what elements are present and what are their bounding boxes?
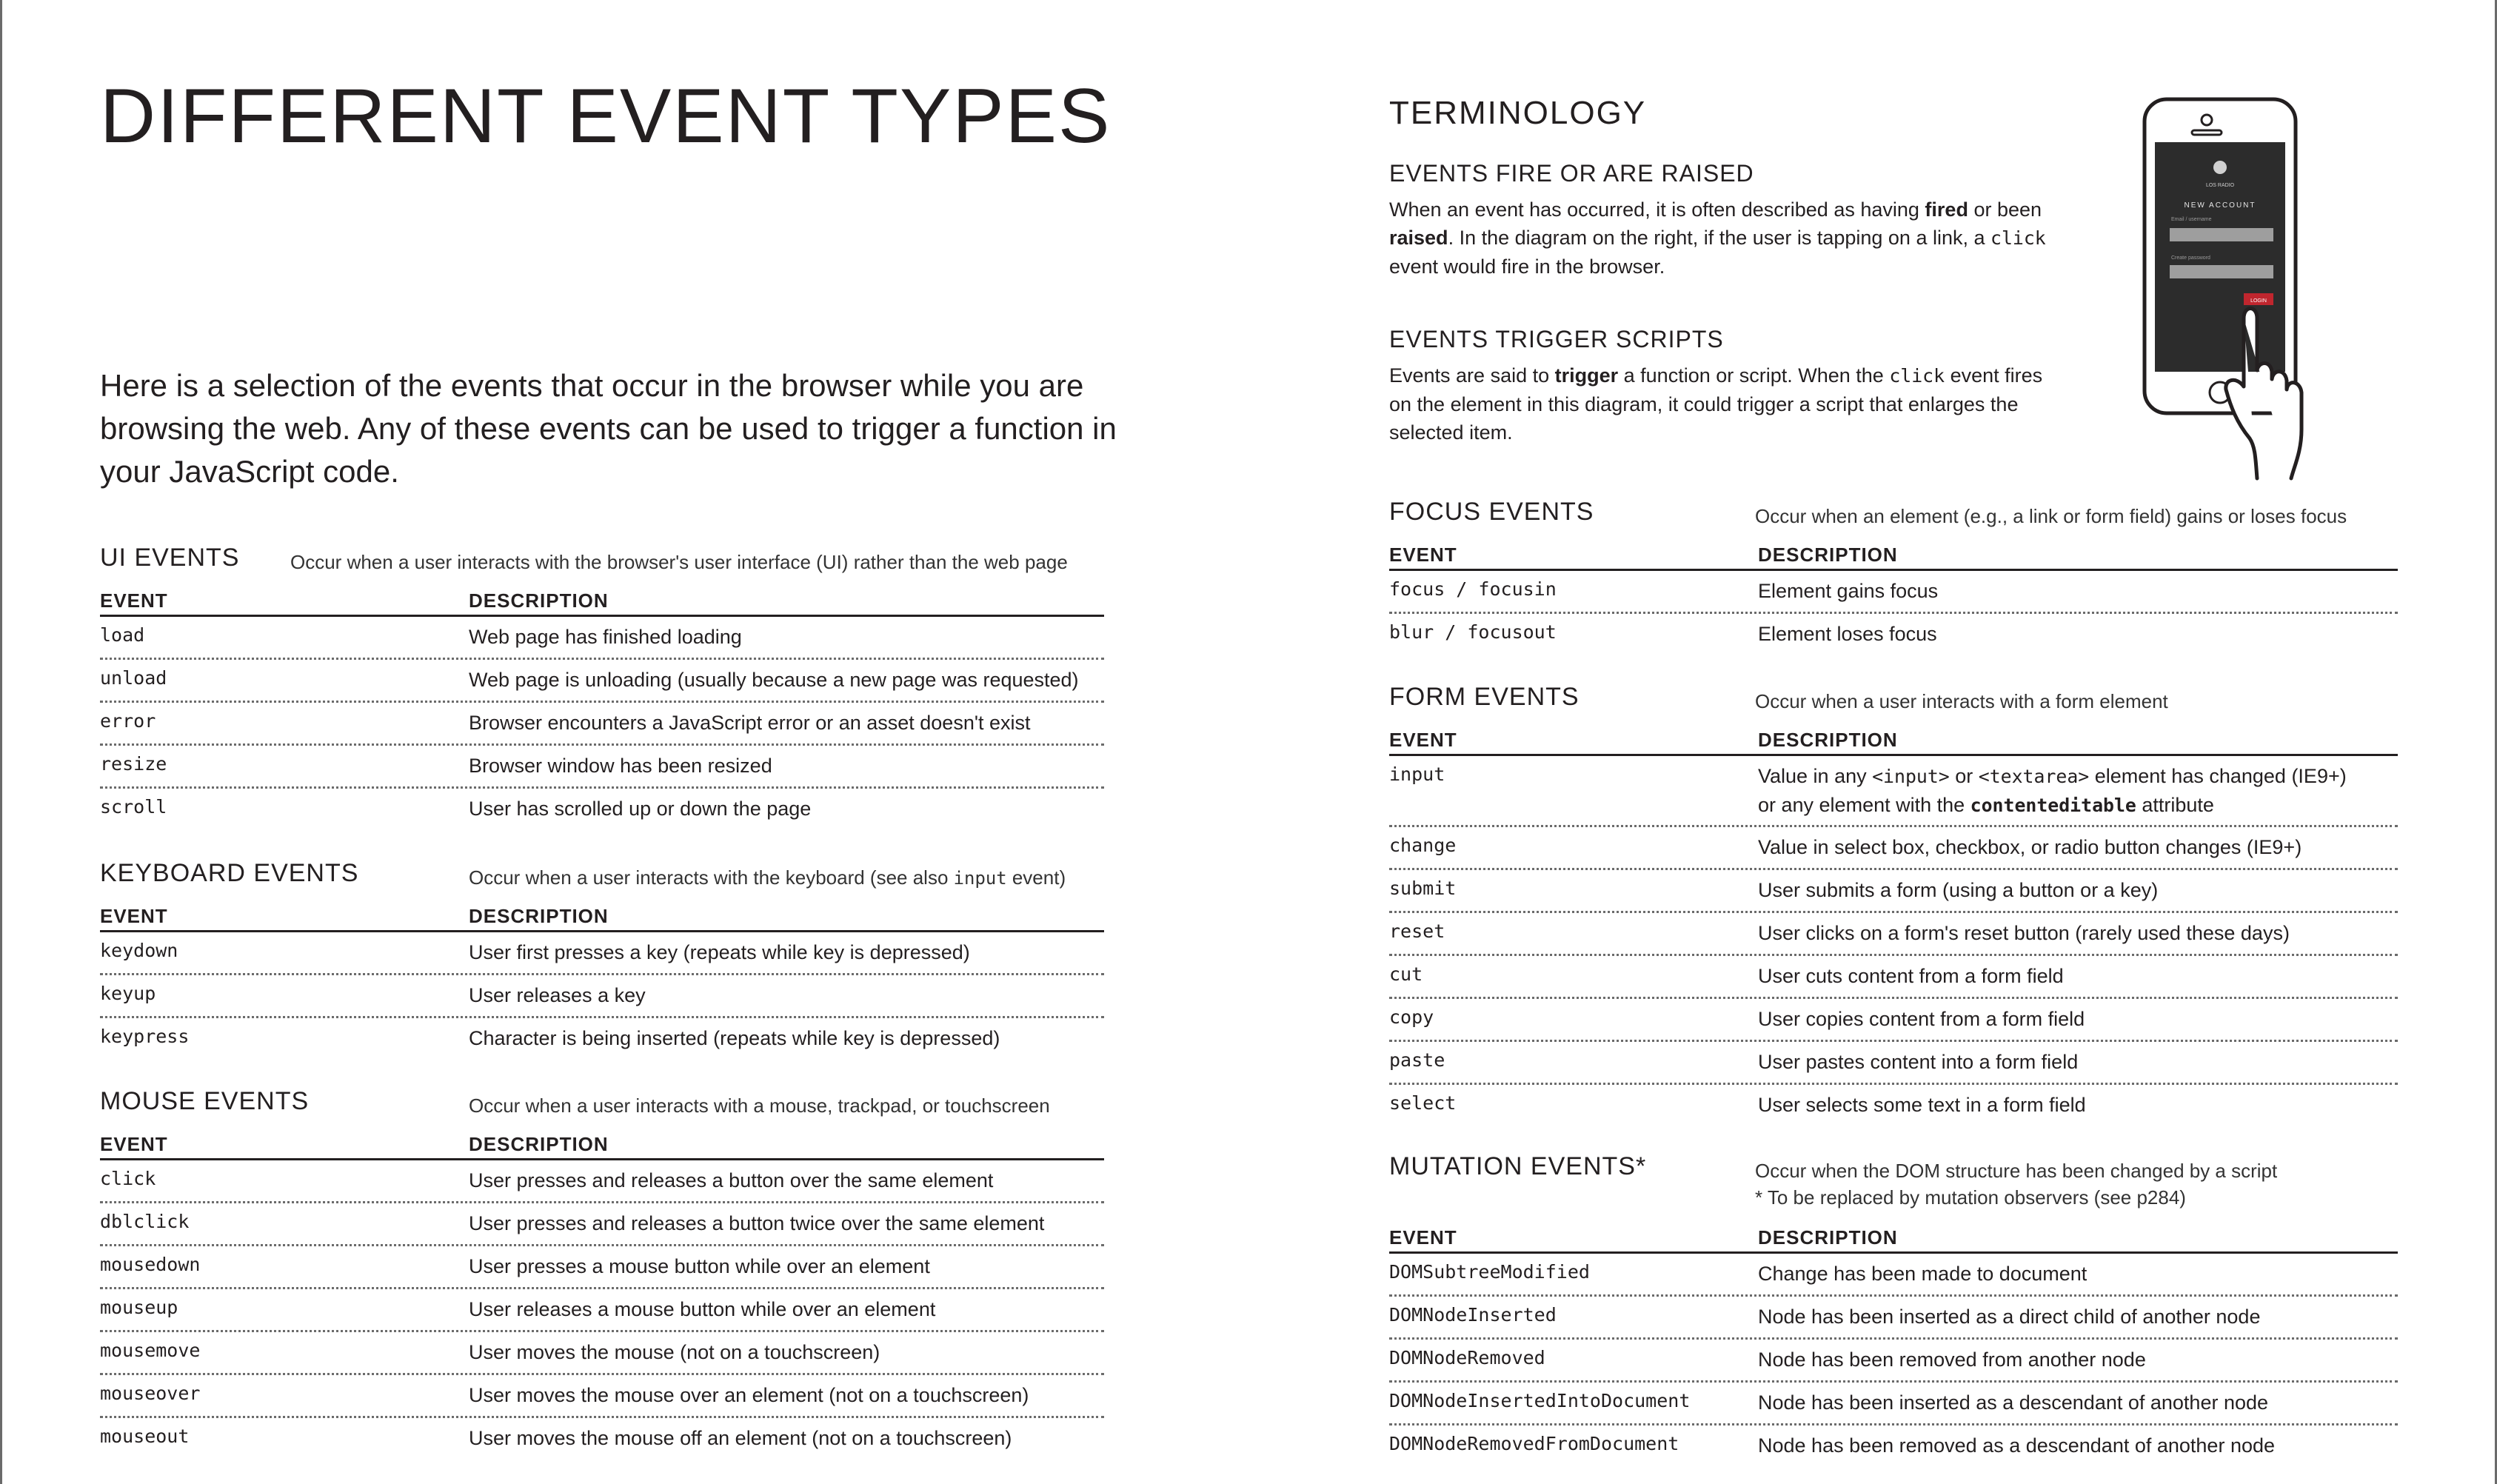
event-name: cut: [1389, 963, 1423, 985]
fire-heading: EVENTS FIRE OR ARE RAISED: [1389, 160, 1754, 187]
section-description: Occur when the DOM structure has been changed by a script: [1755, 1160, 2278, 1182]
section-heading: FORM EVENTS: [1389, 683, 1580, 711]
table-row: [1389, 1340, 2398, 1383]
left-page: [0, 0, 1248, 1484]
mutation-events-section: [1389, 1152, 2398, 1478]
event-name: focus / focusin: [1389, 578, 1557, 600]
table-body: [1389, 571, 2398, 657]
event-description: Browser encounters a JavaScript error or an asset doesn't exist: [469, 712, 1031, 734]
table-row: [100, 660, 1104, 703]
table-row: [100, 1160, 1104, 1203]
event-name: mousedown: [100, 1254, 201, 1275]
event-name: paste: [1389, 1049, 1445, 1071]
phone-screen-title: NEW ACCOUNT: [2184, 201, 2256, 210]
table-row: [1389, 827, 2398, 870]
table-body: [100, 932, 1104, 1061]
table-row: [1389, 1254, 2398, 1297]
table-row: [100, 1289, 1104, 1332]
table-row: [100, 1332, 1104, 1375]
column-header-description: DESCRIPTION: [1758, 544, 1898, 566]
event-description: User moves the mouse (not on a touchscreen): [469, 1341, 880, 1363]
description-text: attribute: [2136, 794, 2214, 816]
event-description: Node has been inserted as a direct child of another node: [1758, 1306, 2261, 1328]
event-name: DOMNodeInserted: [1389, 1304, 1557, 1326]
event-name: load: [100, 624, 145, 646]
table-row: [100, 975, 1104, 1018]
description-text: or: [1949, 765, 1979, 787]
table-row: [100, 789, 1104, 832]
paragraph-text: Events are said to: [1389, 364, 1555, 387]
table-row: [100, 932, 1104, 975]
description-code: contenteditable: [1970, 795, 2136, 816]
event-description: User presses a mouse button while over an element: [469, 1255, 930, 1277]
event-name: DOMSubtreeModified: [1389, 1261, 1590, 1283]
event-name: copy: [1389, 1006, 1434, 1028]
table-header: [1389, 729, 2398, 756]
paragraph-text: . In the diagram on the right, if the user is tapping on a link, a: [1448, 227, 1990, 249]
table-row: [1389, 1042, 2398, 1085]
event-description: Character is being inserted (repeats while key is depressed): [469, 1027, 1000, 1049]
event-description: Value in select box, checkbox, or radio button changes (IE9+): [1758, 836, 2302, 858]
phone-hand-drawing: [2133, 96, 2355, 481]
trigger-paragraph: [1389, 361, 2056, 447]
event-name: mouseout: [100, 1425, 190, 1447]
event-description: Web page has finished loading: [469, 626, 742, 648]
section-heading: UI EVENTS: [100, 544, 240, 572]
event-name: change: [1389, 835, 1457, 856]
intro-paragraph: Here is a selection of the events that occur in the browser while you are browsing the web. Any of these events can be used to trigger a function in your JavaScript code.: [100, 368, 1117, 489]
event-description: User presses and releases a button twice over the same element: [469, 1212, 1045, 1234]
table-body: [100, 1160, 1104, 1461]
table-body: [1389, 756, 2398, 1128]
phone-illustration: [2133, 96, 2355, 481]
event-name: reset: [1389, 920, 1445, 942]
column-header-description: DESCRIPTION: [1758, 1226, 1898, 1249]
table-header: [1389, 1226, 2398, 1254]
event-description: Web page is unloading (usually because a new page was requested): [469, 669, 1079, 691]
section-description: Occur when a user interacts with a form element: [1755, 690, 2168, 712]
event-description: User first presses a key (repeats while key is depressed): [469, 941, 970, 963]
table-body: [1389, 1254, 2398, 1468]
fire-paragraph: [1389, 195, 2056, 281]
column-header-description: DESCRIPTION: [469, 905, 609, 927]
table-row: [1389, 1383, 2398, 1425]
event-description: User releases a key: [469, 984, 646, 1006]
event-description: User clicks on a form's reset button (rarely used these days): [1758, 922, 2290, 944]
description-text: element has changed (IE9+): [2089, 765, 2347, 787]
table-row: [1389, 999, 2398, 1042]
focus-events-section: [1389, 498, 2398, 653]
terminology-heading: TERMINOLOGY: [1389, 95, 1647, 131]
event-description: User has scrolled up or down the page: [469, 798, 812, 820]
description-text: or any element with the: [1758, 794, 1970, 816]
table-row: [1389, 1297, 2398, 1340]
event-description: User cuts content from a form field: [1758, 965, 2064, 987]
event-description: Node has been removed from another node: [1758, 1348, 2146, 1371]
event-name: keypress: [100, 1026, 190, 1047]
column-header-description: DESCRIPTION: [469, 589, 609, 612]
table-row: [100, 1246, 1104, 1289]
event-description: User submits a form (using a button or a key): [1758, 879, 2159, 901]
description-text: Occur when a user interacts with the keyboard (see also: [469, 866, 954, 889]
column-header-event: EVENT: [1389, 544, 1457, 566]
table-row: [1389, 1085, 2398, 1128]
event-description: User presses and releases a button over the same element: [469, 1169, 994, 1191]
table-row: [1389, 913, 2398, 956]
paragraph-code: click: [1990, 227, 2046, 249]
section-heading: MOUSE EVENTS: [100, 1087, 310, 1115]
table-row: [1389, 571, 2398, 614]
event-name: input: [1389, 763, 1445, 785]
event-name: DOMNodeInsertedIntoDocument: [1389, 1390, 1691, 1411]
event-description: User releases a mouse button while over an element: [469, 1298, 936, 1320]
column-header-event: EVENT: [1389, 729, 1457, 751]
description-code: <input>: [1872, 766, 1950, 787]
event-description: Element gains focus: [1758, 580, 1939, 602]
table-row: [100, 1203, 1104, 1246]
event-description: Node has been removed as a descendant of another node: [1758, 1434, 2276, 1457]
event-name: scroll: [100, 796, 167, 818]
paragraph-code: click: [1889, 365, 1945, 387]
table-row: [1389, 1425, 2398, 1468]
trigger-heading: EVENTS TRIGGER SCRIPTS: [1389, 326, 1724, 352]
section-description: Occur when an element (e.g., a link or form field) gains or loses focus: [1755, 505, 2347, 527]
phone-field-1-label: Email / username: [2171, 217, 2212, 222]
event-name: mouseup: [100, 1297, 178, 1318]
event-description: User pastes content into a form field: [1758, 1051, 2079, 1073]
ui-events-section: [100, 544, 1104, 832]
event-description: User moves the mouse over an element (not on a touchscreen): [469, 1384, 1029, 1406]
paragraph-text: a function or script. When the: [1618, 364, 1890, 387]
section-heading: FOCUS EVENTS: [1389, 498, 1594, 526]
column-header-description: DESCRIPTION: [1758, 729, 1898, 751]
table-header: [100, 905, 1104, 932]
form-events-section: [1389, 683, 2398, 1127]
event-name: dblclick: [100, 1211, 190, 1232]
event-description: Node has been inserted as a descendant of another node: [1758, 1391, 2269, 1414]
event-description: Element loses focus: [1758, 623, 1937, 645]
table-row: [1389, 870, 2398, 913]
event-description: Browser window has been resized: [469, 755, 772, 777]
phone-login-button: LOGIN: [2250, 298, 2267, 304]
section-heading: KEYBOARD EVENTS: [100, 859, 359, 887]
paragraph-bold: raised: [1389, 227, 1448, 249]
paragraph-text: event fires on the element in this diagram, it could trigger a script that enlarges the selected item.: [1389, 364, 2043, 444]
table-row: [100, 1375, 1104, 1418]
paragraph-bold: trigger: [1554, 364, 1619, 387]
table-row: [1389, 614, 2398, 657]
event-name: DOMNodeRemovedFromDocument: [1389, 1433, 1679, 1454]
phone-brand: LOS RADIO: [2205, 183, 2235, 188]
event-name: keyup: [100, 983, 156, 1004]
section-description: [469, 863, 1066, 892]
table-header: [1389, 544, 2398, 571]
event-name: select: [1389, 1092, 1457, 1114]
column-header-event: EVENT: [100, 589, 168, 612]
event-name: keydown: [100, 940, 178, 961]
event-name: resize: [100, 753, 167, 775]
table-row: [100, 1018, 1104, 1061]
event-name: submit: [1389, 878, 1457, 899]
table-row: [100, 1418, 1104, 1461]
event-name: mouseover: [100, 1383, 201, 1404]
table-row: [1389, 756, 2398, 827]
event-name: blur / focusout: [1389, 621, 1557, 643]
event-name: error: [100, 710, 156, 732]
paragraph-text: or been: [1968, 198, 2042, 221]
column-header-event: EVENT: [100, 1133, 168, 1155]
column-header-description: DESCRIPTION: [469, 1133, 609, 1155]
column-header-event: EVENT: [100, 905, 168, 927]
mouse-events-section: [100, 1087, 1104, 1472]
table-row: [100, 746, 1104, 789]
section-heading: MUTATION EVENTS*: [1389, 1152, 1647, 1180]
description-code: input: [953, 868, 1007, 889]
table-row: [100, 703, 1104, 746]
phone-field-2-label: Create password: [2171, 255, 2210, 261]
description-code: <textarea>: [1978, 766, 2090, 787]
event-name: mousemove: [100, 1340, 201, 1361]
paragraph-bold: fired: [1925, 198, 1968, 221]
section-description: Occur when a user interacts with a mouse, trackpad, or touchscreen: [469, 1094, 1050, 1117]
column-header-event: EVENT: [1389, 1226, 1457, 1249]
table-header: [100, 1133, 1104, 1160]
event-description: User copies content from a form field: [1758, 1008, 2085, 1030]
paragraph-text: When an event has occurred, it is often described as having: [1389, 198, 1925, 221]
table-body: [100, 617, 1104, 832]
event-description: [1758, 762, 2347, 820]
section-footnote: * To be replaced by mutation observers (see p284): [1755, 1186, 2186, 1209]
description-text: event): [1006, 866, 1066, 889]
page-title: DIFFERENT EVENT TYPES: [100, 73, 1112, 159]
description-text: Value in any: [1758, 765, 1873, 787]
paragraph-text: event would fire in the browser.: [1389, 255, 1665, 278]
event-name: click: [100, 1168, 156, 1189]
table-row: [100, 617, 1104, 660]
section-description: Occur when a user interacts with the browser's user interface (UI) rather than the web page: [290, 551, 1068, 573]
event-name: DOMNodeRemoved: [1389, 1347, 1545, 1368]
event-description: User moves the mouse off an element (not on a touchscreen): [469, 1427, 1012, 1449]
event-description: Change has been made to document: [1758, 1263, 2087, 1285]
event-name: unload: [100, 667, 167, 689]
event-description: User selects some text in a form field: [1758, 1094, 2086, 1116]
keyboard-events-section: [100, 859, 1104, 1066]
table-header: [100, 589, 1104, 617]
table-row: [1389, 956, 2398, 999]
